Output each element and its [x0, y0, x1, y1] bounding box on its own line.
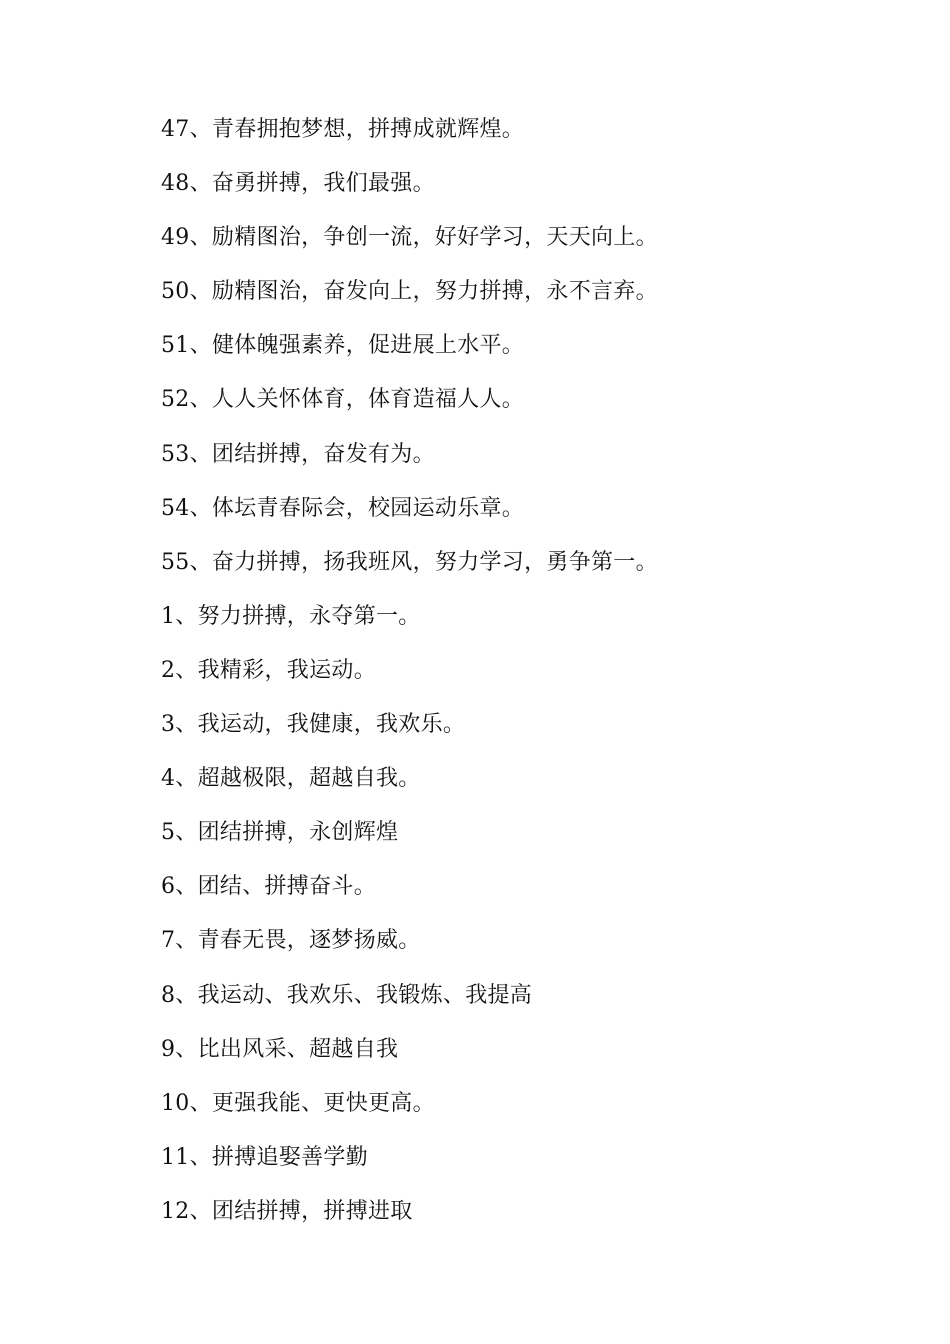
slogan-list	[161, 112, 881, 1248]
slogan-line: 9、比出风采、超越自我	[161, 1036, 399, 1062]
slogan-line: 49、励精图治，争创一流，好好学习，天天向上。	[161, 225, 658, 251]
slogan-line: 50、励精图治，奋发向上，努力拼搏，永不言弃。	[161, 279, 658, 305]
slogan-line: 55、奋力拼搏，扬我班风，努力学习，勇争第一。	[161, 549, 658, 575]
slogan-line: 11、拼搏追娶善学勤	[161, 1144, 368, 1170]
slogan-line: 7、青春无畏，逐梦扬威。	[161, 928, 421, 954]
slogan-line: 53、团结拼搏，奋发有为。	[161, 441, 435, 467]
slogan-line: 1、努力拼搏，永夺第一。	[161, 603, 421, 629]
slogan-line: 51、健体魄强素养，促进展上水平。	[161, 333, 525, 359]
slogan-line: 52、人人关怀体育，体育造福人人。	[161, 387, 525, 413]
slogan-line: 6、团结、拼搏奋斗。	[161, 874, 376, 900]
slogan-line: 48、奋勇拼搏，我们最强。	[161, 171, 435, 197]
slogan-line: 47、青春拥抱梦想，拼搏成就辉煌。	[161, 117, 525, 142]
slogan-line: 12、团结拼搏，拼搏进取	[161, 1198, 413, 1224]
slogan-line: 2、我精彩，我运动。	[161, 657, 376, 683]
slogan-line: 4、超越极限，超越自我。	[161, 766, 421, 792]
slogan-line: 54、体坛青春际会，校园运动乐章。	[161, 495, 525, 521]
slogan-line: 8、我运动、我欢乐、我锻炼、我提高	[161, 982, 533, 1008]
slogan-line: 10、更强我能、更快更高。	[161, 1090, 435, 1116]
slogan-line: 3、我运动，我健康，我欢乐。	[161, 712, 466, 738]
slogan-line: 5、团结拼搏，永创辉煌	[161, 820, 399, 846]
